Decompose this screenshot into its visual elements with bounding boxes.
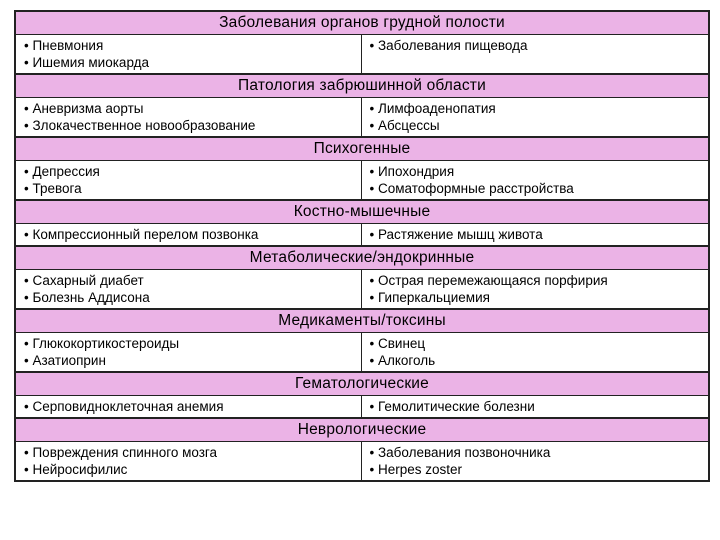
section-content-row [15,98,709,138]
section-title: Метаболические/эндокринные [15,246,709,270]
section-content-row [15,333,709,373]
list-item: • Ишемия миокарда [24,55,150,70]
list-item: • Острая перемежающаяся порфирия [369,273,608,288]
section-right-cell [361,35,709,75]
section-title: Патология забрюшинной области [15,74,709,98]
list-item: • Злокачественное новообразование [24,118,256,133]
section-header-row [15,246,709,270]
section-header-row [15,309,709,333]
list-item: • Компрессионный перелом позвонка [24,227,259,242]
list-item: • Ипохондрия [369,164,455,179]
list-item: • Глюкокортикостероиды [24,336,180,351]
list-item: • Соматоформные расстройства [369,181,574,196]
section-right-cell [361,442,709,482]
section-left-cell [15,224,361,247]
section-left-cell [15,270,361,310]
list-item: • Нейросифилис [24,462,128,477]
list-item: • Растяжение мышц живота [369,227,543,242]
list-item: • Заболевания позвоночника [369,445,551,460]
section-header-row [15,11,709,35]
list-item: • Herpes zoster [369,462,463,477]
list-item: • Пневмония [24,38,104,53]
section-left-cell [15,161,361,201]
section-right-cell [361,224,709,247]
list-item: • Сахарный диабет [24,273,144,288]
section-header-row [15,74,709,98]
list-item: • Лимфоаденопатия [369,101,496,116]
list-item: • Заболевания пищевода [369,38,528,53]
list-item: • Свинец [369,336,426,351]
section-content-row [15,224,709,247]
section-header-row [15,372,709,396]
section-title: Медикаменты/токсины [15,309,709,333]
section-right-cell [361,333,709,373]
section-left-cell [15,442,361,482]
section-content-row [15,270,709,310]
section-left-cell [15,333,361,373]
section-title: Заболевания органов грудной полости [15,11,709,35]
list-item: • Болезнь Аддисона [24,290,150,305]
list-item: • Гиперкальциемия [369,290,490,305]
list-item: • Серповидноклеточная анемия [24,399,224,414]
list-item: • Гемолитические болезни [369,399,535,414]
section-title: Гематологические [15,372,709,396]
section-title: Неврологические [15,418,709,442]
section-title: Психогенные [15,137,709,161]
section-left-cell [15,98,361,138]
section-left-cell [15,35,361,75]
section-header-row [15,137,709,161]
list-item: • Повреждения спинного мозга [24,445,218,460]
section-right-cell [361,98,709,138]
section-content-row [15,35,709,75]
list-item: • Абсцессы [369,118,440,133]
list-item: • Аневризма аорты [24,101,144,116]
section-content-row [15,442,709,482]
section-header-row [15,200,709,224]
list-item: • Алкоголь [369,353,436,368]
section-right-cell [361,161,709,201]
section-title: Костно-мышечные [15,200,709,224]
section-right-cell [361,396,709,419]
section-right-cell [361,270,709,310]
section-header-row [15,418,709,442]
causes-table [14,10,710,482]
section-left-cell [15,396,361,419]
list-item: • Депрессия [24,164,100,179]
list-item: • Тревога [24,181,82,196]
list-item: • Азатиоприн [24,353,106,368]
section-content-row [15,161,709,201]
section-content-row [15,396,709,419]
